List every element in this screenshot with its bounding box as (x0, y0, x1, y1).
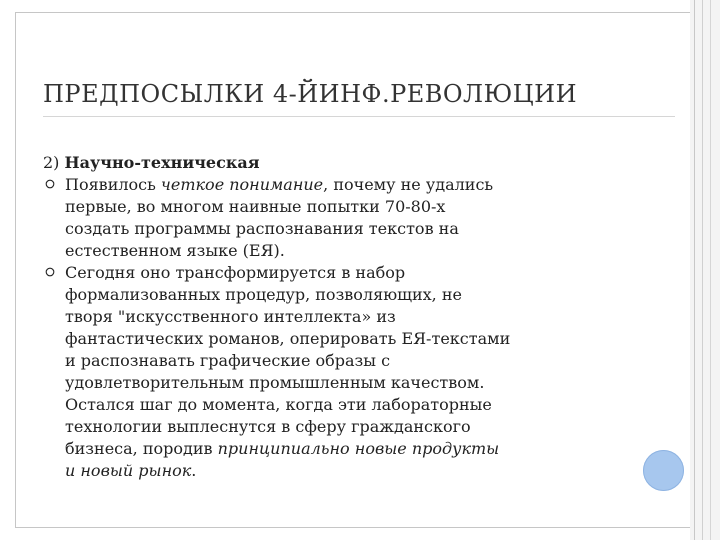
slide-body (43, 152, 643, 482)
bullet-2-line-6: удовлетворительным промышленным качеством. (65, 373, 485, 392)
bullet-2-line-1: Сегодня оно трансформируется в набор (65, 263, 406, 282)
bullet-2-line-2: формализованных процедур, позволяющих, не (65, 285, 462, 304)
hollow-circle-bullet-icon (45, 267, 55, 277)
blue-circle-decoration (643, 450, 684, 491)
bullet-2-line-10: и новый рынок. (65, 461, 197, 480)
bullet-2-line-4: фантастических романов, оперировать ЕЯ-текстами (65, 329, 511, 348)
bullet-item-2 (43, 262, 643, 482)
bullet-1-line-4: естественном языке (ЕЯ). (65, 241, 285, 260)
bullet-1-line-1: Появилось четкое понимание, почему не удались (65, 175, 494, 194)
hollow-circle-bullet-icon (45, 179, 55, 189)
section-heading (43, 152, 643, 174)
bullet-1-line-3: создать программы распознавания текстов на (65, 219, 459, 238)
section-heading-text: Научно-техническая (64, 153, 260, 172)
title-divider (43, 116, 675, 117)
right-decorative-stripe (690, 0, 720, 540)
bullet-2-line-5: и распознавать графические образы с (65, 351, 391, 370)
slide-title: ПРЕДПОСЫЛКИ 4-ЙИНФ.РЕВОЛЮЦИИ (43, 80, 578, 108)
bullet-item-1 (43, 174, 643, 262)
bullet-2-line-3: творя "искусственного интеллекта» из (65, 307, 396, 326)
bullet-2-line-9: бизнеса, породив принципиально новые продукты (65, 439, 500, 458)
bullet-2-line-7: Остался шаг до момента, когда эти лабораторные (65, 395, 492, 414)
section-number: 2) (43, 153, 60, 172)
bullet-1-line-2: первые, во многом наивные попытки 70-80-х (65, 197, 446, 216)
bullet-2-line-8: технологии выплеснутся в сферу гражданского (65, 417, 471, 436)
